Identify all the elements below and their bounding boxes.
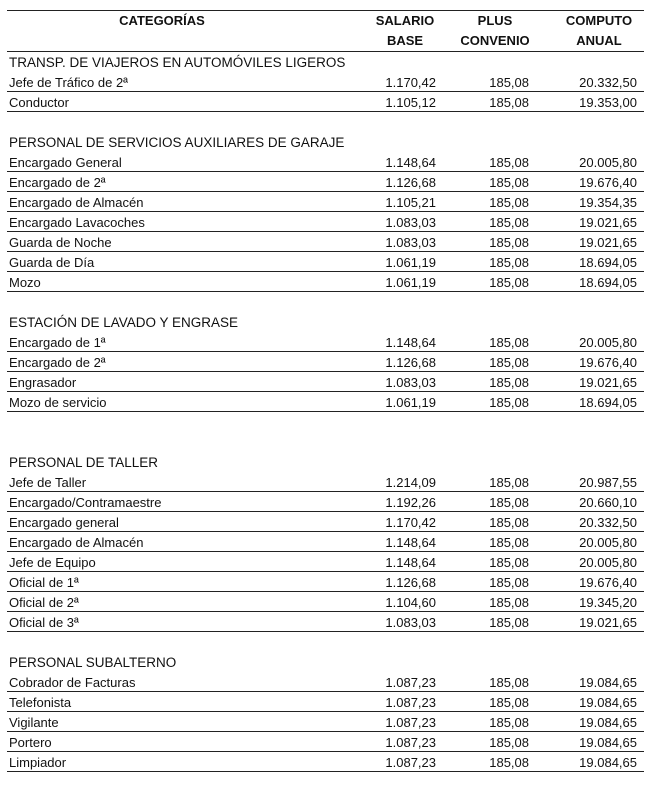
computo-anual-value: 20.005,80	[579, 555, 637, 570]
plus-convenio-value: 185,08	[489, 495, 529, 510]
table-row	[7, 212, 644, 232]
table-row	[7, 752, 644, 772]
salario-base-value: 1.126,68	[385, 355, 436, 370]
salario-base-value: 1.087,23	[385, 735, 436, 750]
header-computo-anual	[554, 11, 644, 51]
category-name: Telefonista	[9, 695, 72, 710]
salario-base-value: 1.214,09	[385, 475, 436, 490]
table-row	[7, 232, 644, 252]
salario-base-value: 1.087,23	[385, 715, 436, 730]
plus-convenio-value: 185,08	[489, 515, 529, 530]
section-title: TRANSP. DE VIAJEROS EN AUTOMÓVILES LIGEROS	[9, 55, 346, 70]
salary-table	[7, 10, 644, 772]
computo-anual-value: 20.332,50	[579, 75, 637, 90]
salario-base-value: 1.061,19	[385, 255, 436, 270]
category-name: Encargado general	[9, 515, 119, 530]
salario-base-value: 1.061,19	[385, 275, 436, 290]
header-salario-base	[367, 11, 443, 51]
computo-anual-value: 19.354,35	[579, 195, 637, 210]
salario-base-value: 1.087,23	[385, 695, 436, 710]
salario-base-value: 1.105,21	[385, 195, 436, 210]
category-name: Oficial de 2ª	[9, 595, 79, 610]
table-row	[7, 272, 644, 292]
header-categorias: CATEGORÍAS	[119, 13, 205, 28]
salario-base-value: 1.170,42	[385, 75, 436, 90]
table-row	[7, 152, 644, 172]
table-row	[7, 672, 644, 692]
computo-anual-value: 20.005,80	[579, 535, 637, 550]
table-header	[7, 11, 644, 52]
category-name: Mozo	[9, 275, 41, 290]
salario-base-value: 1.148,64	[385, 555, 436, 570]
plus-convenio-value: 185,08	[489, 275, 529, 290]
category-name: Encargado de Almacén	[9, 195, 144, 210]
salario-base-value: 1.126,68	[385, 575, 436, 590]
section-title: ESTACIÓN DE LAVADO Y ENGRASE	[9, 315, 239, 330]
category-name: Limpiador	[9, 755, 67, 770]
computo-anual-value: 20.005,80	[579, 155, 637, 170]
salario-base-value: 1.126,68	[385, 175, 436, 190]
category-name: Encargado de 2ª	[9, 355, 106, 370]
computo-anual-value: 19.084,65	[579, 735, 637, 750]
table-row	[7, 192, 644, 212]
plus-convenio-value: 185,08	[489, 595, 529, 610]
computo-anual-value: 19.084,65	[579, 755, 637, 770]
salario-base-value: 1.148,64	[385, 335, 436, 350]
header-computo-line2: ANUAL	[576, 33, 622, 48]
computo-anual-value: 18.694,05	[579, 395, 637, 410]
category-name: Portero	[9, 735, 52, 750]
category-name: Guarda de Noche	[9, 235, 112, 250]
table-row	[7, 352, 644, 372]
plus-convenio-value: 185,08	[489, 475, 529, 490]
plus-convenio-value: 185,08	[489, 235, 529, 250]
computo-anual-value: 19.021,65	[579, 615, 637, 630]
section-spacer	[7, 112, 644, 132]
plus-convenio-value: 185,08	[489, 695, 529, 710]
header-salario-line2: BASE	[386, 33, 424, 48]
salario-base-value: 1.105,12	[385, 95, 436, 110]
salario-base-value: 1.104,60	[385, 595, 436, 610]
computo-anual-value: 18.694,05	[579, 275, 637, 290]
table-row	[7, 332, 644, 352]
header-plus-line1: PLUS	[477, 13, 513, 28]
category-name: Encargado Lavacoches	[9, 215, 145, 230]
category-name: Mozo de servicio	[9, 395, 107, 410]
computo-anual-value: 20.005,80	[579, 335, 637, 350]
category-name: Jefe de Equipo	[9, 555, 96, 570]
computo-anual-value: 19.353,00	[579, 95, 637, 110]
table-row	[7, 172, 644, 192]
header-computo-line1: COMPUTO	[565, 13, 633, 28]
salario-base-value: 1.148,64	[385, 535, 436, 550]
salario-base-value: 1.192,26	[385, 495, 436, 510]
computo-anual-value: 19.345,20	[579, 595, 637, 610]
salario-base-value: 1.170,42	[385, 515, 436, 530]
plus-convenio-value: 185,08	[489, 395, 529, 410]
category-name: Vigilante	[9, 715, 59, 730]
table-row	[7, 572, 644, 592]
table-row	[7, 692, 644, 712]
plus-convenio-value: 185,08	[489, 195, 529, 210]
plus-convenio-value: 185,08	[489, 335, 529, 350]
table-row	[7, 472, 644, 492]
section-spacer	[7, 432, 644, 452]
plus-convenio-value: 185,08	[489, 75, 529, 90]
table-row	[7, 72, 644, 92]
plus-convenio-value: 185,08	[489, 375, 529, 390]
plus-convenio-value: 185,08	[489, 215, 529, 230]
plus-convenio-value: 185,08	[489, 535, 529, 550]
computo-anual-value: 19.676,40	[579, 575, 637, 590]
table-row	[7, 252, 644, 272]
category-name: Encargado General	[9, 155, 122, 170]
computo-anual-value: 19.084,65	[579, 715, 637, 730]
computo-anual-value: 19.676,40	[579, 355, 637, 370]
computo-anual-value: 18.694,05	[579, 255, 637, 270]
section-title: PERSONAL DE SERVICIOS AUXILIARES DE GARAJE	[9, 135, 345, 150]
computo-anual-value: 20.332,50	[579, 515, 637, 530]
plus-convenio-value: 185,08	[489, 755, 529, 770]
salario-base-value: 1.148,64	[385, 155, 436, 170]
salario-base-value: 1.087,23	[385, 755, 436, 770]
table-row	[7, 512, 644, 532]
computo-anual-value: 19.084,65	[579, 695, 637, 710]
computo-anual-value: 20.987,55	[579, 475, 637, 490]
table-row	[7, 712, 644, 732]
category-name: Engrasador	[9, 375, 77, 390]
computo-anual-value: 19.021,65	[579, 215, 637, 230]
plus-convenio-value: 185,08	[489, 555, 529, 570]
category-name: Encargado de 2ª	[9, 175, 106, 190]
category-name: Jefe de Tráfico de 2ª	[9, 75, 128, 90]
computo-anual-value: 19.676,40	[579, 175, 637, 190]
section-spacer	[7, 412, 644, 432]
category-name: Guarda de Día	[9, 255, 95, 270]
salario-base-value: 1.083,03	[385, 215, 436, 230]
section-spacer	[7, 632, 644, 652]
table-row	[7, 612, 644, 632]
category-name: Conductor	[9, 95, 69, 110]
plus-convenio-value: 185,08	[489, 675, 529, 690]
plus-convenio-value: 185,08	[489, 175, 529, 190]
plus-convenio-value: 185,08	[489, 155, 529, 170]
table-row	[7, 392, 644, 412]
table-row	[7, 92, 644, 112]
plus-convenio-value: 185,08	[489, 355, 529, 370]
plus-convenio-value: 185,08	[489, 715, 529, 730]
category-name: Jefe de Taller	[9, 475, 87, 490]
category-name: Cobrador de Facturas	[9, 675, 136, 690]
table-row	[7, 492, 644, 512]
computo-anual-value: 19.084,65	[579, 675, 637, 690]
salario-base-value: 1.083,03	[385, 235, 436, 250]
table-body	[7, 52, 644, 772]
table-row	[7, 552, 644, 572]
category-name: Oficial de 3ª	[9, 615, 79, 630]
plus-convenio-value: 185,08	[489, 255, 529, 270]
section-title: PERSONAL DE TALLER	[9, 455, 159, 470]
salario-base-value: 1.087,23	[385, 675, 436, 690]
table-row	[7, 732, 644, 752]
section-title: PERSONAL SUBALTERNO	[9, 655, 177, 670]
salario-base-value: 1.061,19	[385, 395, 436, 410]
salario-base-value: 1.083,03	[385, 375, 436, 390]
computo-anual-value: 19.021,65	[579, 375, 637, 390]
table-row	[7, 592, 644, 612]
plus-convenio-value: 185,08	[489, 575, 529, 590]
plus-convenio-value: 185,08	[489, 95, 529, 110]
header-salario-line1: SALARIO	[375, 13, 435, 28]
header-plus-line2: CONVENIO	[460, 33, 530, 48]
computo-anual-value: 20.660,10	[579, 495, 637, 510]
table-row	[7, 372, 644, 392]
category-name: Oficial de 1ª	[9, 575, 79, 590]
category-name: Encargado/Contramaestre	[9, 495, 162, 510]
computo-anual-value: 19.021,65	[579, 235, 637, 250]
plus-convenio-value: 185,08	[489, 615, 529, 630]
salario-base-value: 1.083,03	[385, 615, 436, 630]
category-name: Encargado de 1ª	[9, 335, 106, 350]
section-spacer	[7, 292, 644, 312]
table-row	[7, 532, 644, 552]
category-name: Encargado de Almacén	[9, 535, 144, 550]
plus-convenio-value: 185,08	[489, 735, 529, 750]
header-plus-convenio	[447, 11, 543, 51]
